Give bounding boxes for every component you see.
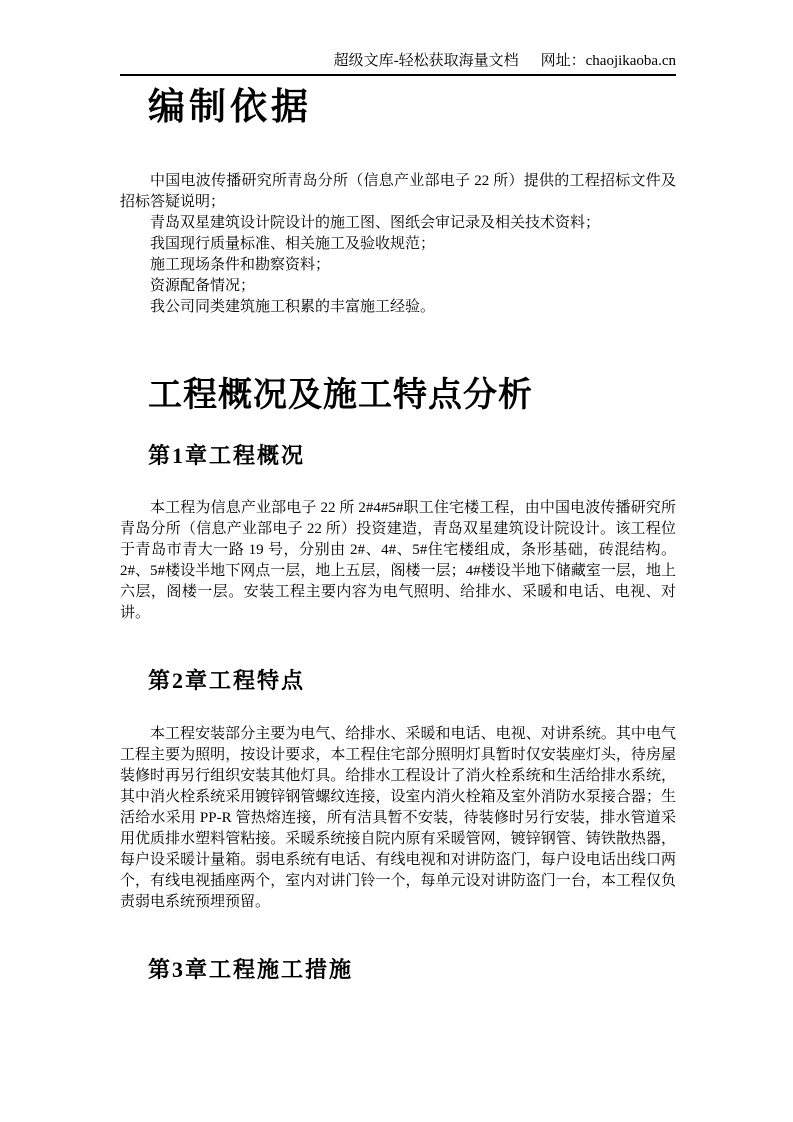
chapter-3-heading: 第3章工程施工措施 [148,957,354,982]
header-site-name: 超级文库-轻松获取海量文档 [333,53,519,69]
basis-item: 资源配备情况； [150,278,256,294]
basis-item: 施工现场条件和勘察资料； [150,257,331,273]
part1-title: 编制依据 [148,87,312,128]
basis-list [120,171,676,318]
header-url-label: 网址： [540,53,586,69]
basis-item: 我国现行质量标准、相关施工及验收规范； [150,236,436,252]
chapter-1-heading: 第1章工程概况 [148,443,306,468]
basis-item: 我公司同类建筑施工积累的丰富施工经验。 [150,299,436,315]
basis-item: 青岛双星建筑设计院设计的施工图、图纸会审记录及相关技术资料； [150,215,601,231]
header-url [541,53,676,69]
part2-title: 工程概况及施工特点分析 [148,377,533,414]
chapter-1-body: 本工程为信息产业部电子 22 所 2#4#5#职工住宅楼工程，由中国电波传播研究所青岛分所（信息产业部电子 22 所）投资建造，青岛双星建筑设计院设计。该工程位于青岛市青大一路 19 号，分别由 2#、4#、5#住宅楼组成，条形基础，砖混结构。2#、5#楼设半地下网点一层，地上五层，阁楼一层；4#楼设半地下储藏室一层，地上六层，阁楼一层。安装工程主要内容为电气照明、给排水、采暖和电话、电视、对讲。 [120,500,676,621]
chapter-2-heading: 第2章工程特点 [148,668,306,693]
page-header [120,52,676,76]
basis-item: 中国电波传播研究所青岛分所（信息产业部电子 22 所）提供的工程招标文件及招标答疑说明； [120,173,676,210]
chapter-2-body: 本工程安装部分主要为电气、给排水、采暖和电话、电视、对讲系统。其中电气工程主要为照明，按设计要求，本工程住宅部分照明灯具暂时仅安装座灯头，待房屋装修时再另行组织安装其他灯具。给排水工程设计了消火栓系统和生活给排水系统，其中消火栓系统采用镀锌钢管螺纹连接，设室内消火栓箱及室外消防水泵接合器；生活给水采用 PP-R 管热熔连接，所有洁具暂不安装，待装修时另行安装，排水管道采用优质排水塑料管粘接。采暖系统接自院内原有采暖管网，镀锌钢管、铸铁散热器，每户设采暖计量箱。弱电系统有电话、有线电视和对讲防盗门，每户设电话出线口两个，有线电视插座两个，室内对讲门铃一个，每单元设对讲防盗门一台，本工程仅负责弱电系统预埋预留。 [120,726,676,910]
header-url-value: chaojikaoba.cn [585,53,676,69]
